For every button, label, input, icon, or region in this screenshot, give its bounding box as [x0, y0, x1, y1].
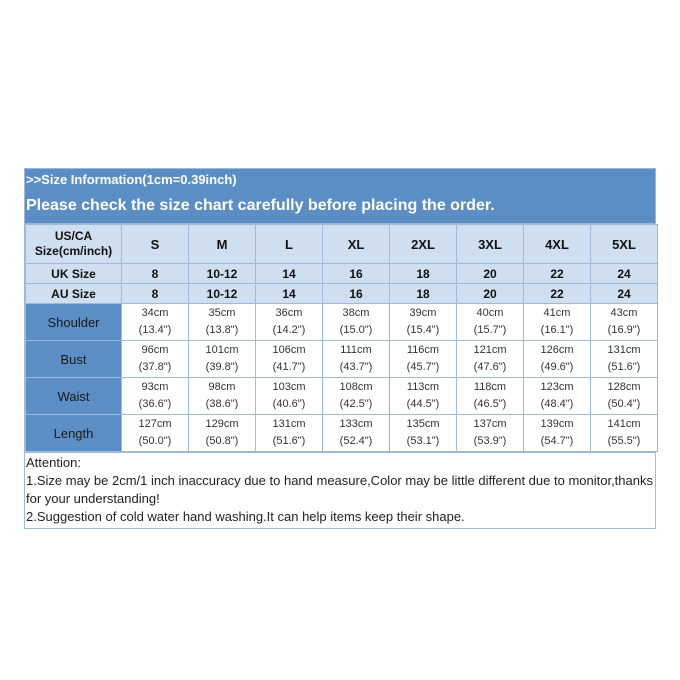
size-cell: 10-12 [189, 284, 256, 304]
measurement-cell [457, 378, 524, 415]
measurement-cm: 126cm [540, 344, 574, 356]
measurement-inch: (52.4") [339, 435, 373, 447]
size-cell: 24 [591, 264, 658, 284]
measurement-cm: 118cm [473, 381, 507, 393]
size-cell: 5XL [591, 225, 658, 264]
measurement-cell [524, 341, 591, 378]
measurement-inch: (36.6") [138, 398, 172, 410]
size-info-title: >>Size Information(1cm=0.39inch) [26, 172, 237, 187]
measurement-inch: (51.6") [272, 435, 306, 447]
size-cell: 3XL [457, 225, 524, 264]
measurement-inch: (53.1") [406, 435, 440, 447]
measurement-inch: (38.6") [205, 398, 239, 410]
size-table [25, 224, 658, 452]
measurement-cell [323, 341, 390, 378]
au-size-row [26, 284, 658, 304]
size-cell: XL [323, 225, 390, 264]
measurement-inch: (50.8") [205, 435, 239, 447]
size-cell: 22 [524, 264, 591, 284]
measurement-cell [122, 415, 189, 452]
measurement-cm: 111cm [340, 344, 372, 356]
measurements-body [26, 304, 658, 452]
measurement-cm: 133cm [339, 418, 373, 430]
measurement-cell [189, 304, 256, 341]
measurement-cm: 129cm [205, 418, 239, 430]
measurement-cm: 131cm [607, 344, 641, 356]
measurement-cell [122, 341, 189, 378]
size-cell: 4XL [524, 225, 591, 264]
measurement-inch: (46.5") [473, 398, 507, 410]
attention-line-1: 1.Size may be 2cm/1 inch inaccuracy due to hand measure,Color may be little different due to monitor,thanks for your understanding! [26, 473, 653, 506]
au-size-label: AU Size [26, 284, 122, 304]
measurement-cell [189, 378, 256, 415]
measurement-cell [591, 341, 658, 378]
size-cell: 18 [390, 264, 457, 284]
size-cell: 24 [591, 284, 658, 304]
us-size-row [26, 225, 658, 264]
measurement-inch: (55.5") [607, 435, 641, 447]
measurement-cell [591, 378, 658, 415]
size-cell: 18 [390, 284, 457, 304]
measurement-cm: 43cm [610, 307, 638, 319]
measurement-row-shoulder [26, 304, 658, 341]
size-cell: 14 [256, 264, 323, 284]
measurement-label: Length [26, 415, 122, 452]
measurement-cm: 127cm [138, 418, 172, 430]
size-check-note: Please check the size chart carefully before placing the order. [26, 197, 495, 214]
measurement-inch: (48.4") [540, 398, 574, 410]
measurement-cell [591, 304, 658, 341]
size-chart [24, 168, 656, 529]
measurement-inch: (50.0") [138, 435, 172, 447]
size-cell: 8 [122, 284, 189, 304]
measurement-cell [256, 304, 323, 341]
us-size-label: US/CA Size(cm/inch) [26, 225, 122, 264]
attention-line-2: 2.Suggestion of cold water hand washing.It can help items keep their shape. [26, 509, 465, 524]
size-cell: 8 [122, 264, 189, 284]
measurement-cm: 41cm [543, 307, 571, 319]
measurement-cell [323, 378, 390, 415]
attention-notes [25, 452, 655, 528]
measurement-cm: 141cm [607, 418, 641, 430]
measurement-label: Waist [26, 378, 122, 415]
measurement-cm: 128cm [607, 381, 641, 393]
measurement-inch: (45.7") [406, 361, 440, 373]
measurement-inch: (16.1") [540, 324, 574, 336]
measurement-cm: 106cm [272, 344, 306, 356]
measurement-inch: (51.6") [607, 361, 641, 373]
measurement-label: Shoulder [26, 304, 122, 341]
measurement-cm: 116cm [406, 344, 440, 356]
size-cell: L [256, 225, 323, 264]
size-cell: 10-12 [189, 264, 256, 284]
measurement-cell [323, 304, 390, 341]
measurement-cell [524, 378, 591, 415]
measurement-inch: (15.4") [406, 324, 440, 336]
measurement-inch: (53.9") [473, 435, 507, 447]
measurement-cm: 40cm [476, 307, 504, 319]
measurement-cm: 103cm [272, 381, 306, 393]
measurement-cell [256, 415, 323, 452]
measurement-cell [323, 415, 390, 452]
measurement-inch: (44.5") [406, 398, 440, 410]
measurement-cm: 39cm [409, 307, 437, 319]
size-cell: 20 [457, 284, 524, 304]
measurement-cell [524, 304, 591, 341]
measurement-row-length [26, 415, 658, 452]
measurement-cell [457, 415, 524, 452]
attention-title: Attention: [26, 455, 81, 470]
measurement-cell [122, 378, 189, 415]
measurement-cm: 34cm [141, 307, 169, 319]
measurement-inch: (15.0") [339, 324, 373, 336]
size-cell: M [189, 225, 256, 264]
measurement-cell [122, 304, 189, 341]
size-cell: 16 [323, 284, 390, 304]
measurement-cm: 139cm [540, 418, 574, 430]
measurement-cm: 137cm [473, 418, 507, 430]
measurement-inch: (50.4") [607, 398, 641, 410]
measurement-inch: (15.7") [473, 324, 507, 336]
measurement-inch: (37.8") [138, 361, 172, 373]
measurement-cm: 121cm [473, 344, 507, 356]
measurement-cell [457, 304, 524, 341]
measurement-inch: (14.2") [272, 324, 306, 336]
measurement-cm: 131cm [272, 418, 306, 430]
measurement-row-bust [26, 341, 658, 378]
size-cell: S [122, 225, 189, 264]
measurement-inch: (47.6") [473, 361, 507, 373]
measurement-inch: (16.9") [607, 324, 641, 336]
size-cell: 20 [457, 264, 524, 284]
measurement-cell [189, 415, 256, 452]
measurement-cm: 108cm [339, 381, 373, 393]
measurement-cell [591, 415, 658, 452]
measurement-cell [256, 341, 323, 378]
uk-size-row [26, 264, 658, 284]
size-info-banner [25, 169, 655, 224]
measurement-cell [390, 341, 457, 378]
measurement-inch: (54.7") [540, 435, 574, 447]
measurement-inch: (41.7") [272, 361, 306, 373]
measurement-cell [390, 304, 457, 341]
measurement-cm: 135cm [406, 418, 440, 430]
measurement-label: Bust [26, 341, 122, 378]
size-cell: 16 [323, 264, 390, 284]
measurement-cm: 36cm [275, 307, 303, 319]
measurement-cm: 38cm [342, 307, 370, 319]
measurement-inch: (39.8") [205, 361, 239, 373]
measurement-cell [256, 378, 323, 415]
measurement-inch: (42.5") [339, 398, 373, 410]
measurement-inch: (43.7") [339, 361, 373, 373]
measurement-cm: 113cm [406, 381, 440, 393]
measurement-inch: (13.4") [138, 324, 172, 336]
measurement-inch: (13.8") [205, 324, 239, 336]
measurement-cm: 35cm [208, 307, 236, 319]
measurement-cell [457, 341, 524, 378]
measurement-inch: (49.6") [540, 361, 574, 373]
size-cell: 14 [256, 284, 323, 304]
measurement-cm: 101cm [205, 344, 239, 356]
measurement-cm: 123cm [540, 381, 574, 393]
uk-size-label: UK Size [26, 264, 122, 284]
size-cell: 22 [524, 284, 591, 304]
measurement-row-waist [26, 378, 658, 415]
measurement-inch: (40.6") [272, 398, 306, 410]
measurement-cell [524, 415, 591, 452]
measurement-cell [390, 415, 457, 452]
measurement-cell [189, 341, 256, 378]
measurement-cm: 98cm [208, 381, 236, 393]
size-cell: 2XL [390, 225, 457, 264]
measurement-cm: 93cm [141, 381, 169, 393]
measurement-cell [390, 378, 457, 415]
measurement-cm: 96cm [141, 344, 169, 356]
